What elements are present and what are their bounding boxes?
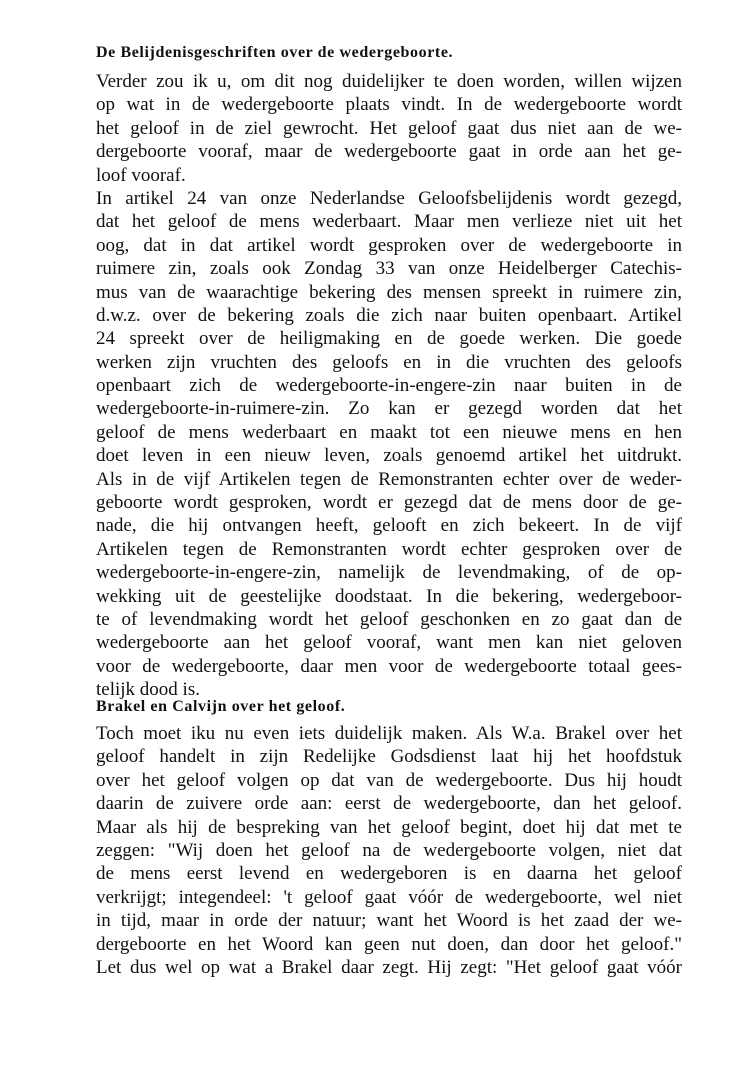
section-heading-brakel-calvijn: Brakel en Calvijn over het geloof. (96, 698, 346, 715)
text-line: doet leven in een nieuw leven, zoals genoemd artikel het uitdrukt. (96, 445, 682, 467)
text-line: openbaart zich de wedergeboorte-in-engere-zin naar buiten in de (96, 375, 682, 397)
text-line: Als in de vijf Artikelen tegen de Remonstranten echter over de weder- (96, 468, 682, 490)
text-line: wekking uit de geestelijke doodstaat. In die bekering, wedergeboor- (96, 585, 682, 607)
section-heading-belijdenisgeschriften: De Belijdenisgeschriften over de wedergeboorte. (96, 44, 454, 61)
text-line: te of levendmaking wordt het geloof geschonken en zo gaat dan de (96, 608, 682, 630)
text-line: wedergeboorte aan het geloof vooraf, want men kan niet geloven (96, 632, 682, 654)
text-line: Verder zou ik u, om dit nog duidelijker te doen worden, willen wijzen (96, 71, 682, 92)
text-line: d.w.z. over de bekering zoals die zich naar buiten openbaart. Artikel (96, 304, 682, 326)
text-line: geloof de mens wederbaart en maakt tot een nieuwe mens en hen (96, 421, 682, 443)
text-line: voor de wedergeboorte, daar men voor de wedergeboorte totaal gees- (96, 655, 682, 677)
text-line: zeggen: "Wij doen het geloof na de wedergeboorte volgen, niet dat (96, 839, 682, 861)
text-line: ruimere zin, zoals ook Zondag 33 van onze Heidelberger Catechis- (96, 258, 682, 280)
text-line: het geloof in de ziel gewrocht. Het geloof gaat dus niet aan de we- (96, 117, 682, 139)
text-line: wedergeboorte-in-engere-zin, namelijk de levendmaking, of de op- (96, 562, 682, 584)
text-line: over het geloof volgen op dat van de wedergeboorte. Dus hij houdt (96, 769, 682, 791)
text-line: de mens eerst levend en wedergeboren is en daarna het geloof (96, 863, 682, 885)
text-line: In artikel 24 van onze Nederlandse Geloofsbelijdenis wordt gezegd, (96, 187, 682, 209)
text-line: dat het geloof de mens wederbaart. Maar men verlieze niet uit het (96, 211, 682, 233)
text-line: wedergeboorte-in-ruimere-zin. Zo kan er gezegd worden dat het (96, 398, 682, 420)
text-line: mus van de waarachtige bekering des mensen spreekt in ruimere zin, (96, 281, 682, 303)
text-line: Let dus wel op wat a Brakel daar zegt. Hij zegt: "Het geloof gaat vóór (96, 956, 682, 978)
section-body-belijdenisgeschriften (96, 70, 682, 702)
text-line: loof vooraf. (96, 164, 186, 186)
text-line: geloof handelt in zijn Redelijke Godsdienst laat hij het hoofdstuk (96, 746, 682, 768)
section-body-brakel-calvijn (96, 722, 682, 979)
text-line: daarin de zuivere orde aan: eerst de wedergeboorte, dan het geloof. (96, 793, 682, 815)
text-line: op wat in de wedergeboorte plaats vindt. In de wedergeboorte wordt (96, 94, 682, 116)
text-line: geboorte wordt gesproken, wordt er gezegd dat de mens door de ge- (96, 492, 682, 514)
text-line: dergeboorte vooraf, maar de wedergeboorte gaat in orde aan het ge- (96, 141, 682, 163)
text-line: oog, dat in dat artikel wordt gesproken over de wedergeboorte in (96, 234, 682, 256)
text-line: telijk dood is. (96, 679, 200, 701)
text-line: dergeboorte en het Woord kan geen nut doen, dan door het geloof." (96, 933, 682, 955)
text-line: verkrijgt; integendeel: 't geloof gaat vóór de wedergeboorte, wel niet (96, 886, 682, 908)
text-line: 24 spreekt over de heiligmaking en de goede werken. Die goede (96, 328, 682, 350)
text-line: Maar als hij de bespreking van het geloof begint, doet hij dat met te (96, 816, 682, 838)
text-line: Artikelen tegen de Remonstranten wordt echter gesproken over de (96, 538, 682, 560)
text-line: nade, die hij ontvangen heeft, gelooft en zich bekeert. In de vijf (96, 515, 682, 537)
text-line: in tijd, maar in orde der natuur; want het Woord is het zaad der we- (96, 910, 682, 932)
text-line: Toch moet iku nu even iets duidelijk maken. Als W.a. Brakel over het (96, 723, 682, 744)
text-line: werken zijn vruchten des geloofs en in die vruchten des geloofs (96, 351, 682, 373)
